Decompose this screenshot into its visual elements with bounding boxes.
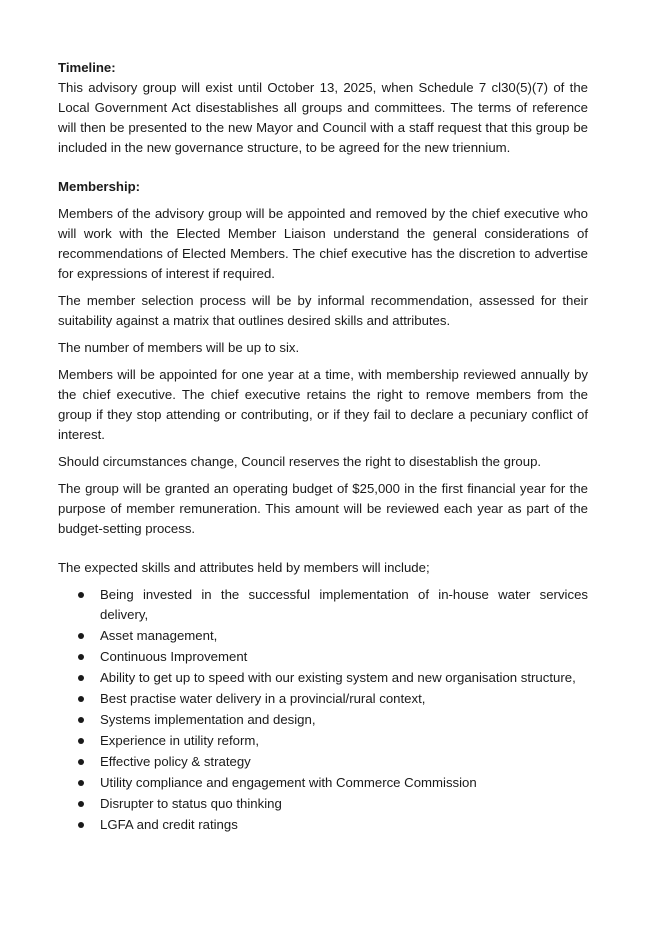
list-item-text: Ability to get up to speed with our existing system and new organisation structure, xyxy=(100,670,576,685)
list-item-text: Best practise water delivery in a provincial/rural context, xyxy=(100,691,426,706)
list-item xyxy=(58,626,588,646)
skills-intro: The expected skills and attributes held by members will include; xyxy=(58,560,430,575)
list-item-text: LGFA and credit ratings xyxy=(100,817,238,832)
bullet-icon xyxy=(78,654,84,660)
spacer xyxy=(58,284,588,291)
spacer xyxy=(58,158,588,177)
list-item xyxy=(58,773,588,793)
document-page xyxy=(58,58,588,836)
spacer xyxy=(58,331,588,338)
timeline-heading: Timeline: xyxy=(58,60,116,75)
list-item xyxy=(58,815,588,835)
spacer xyxy=(58,358,588,365)
list-item-text: Utility compliance and engagement with Commerce Commission xyxy=(100,775,477,790)
spacer xyxy=(58,445,588,452)
bullet-icon xyxy=(78,759,84,765)
bullet-icon xyxy=(78,717,84,723)
list-item-text: Asset management, xyxy=(100,628,218,643)
membership-paragraph: Members will be appointed for one year at a time, with membership reviewed annually by the chief executive. The chief executive retains the right to remove members from the group if they stop attending or contributing, or if they fail to declare a pecuniary conflict of interest. xyxy=(58,367,588,442)
list-item-text: Being invested in the successful implementation of in-house water services delivery, xyxy=(100,587,588,622)
list-item xyxy=(58,668,588,688)
spacer xyxy=(58,472,588,479)
list-item xyxy=(58,689,588,709)
list-item-text: Continuous Improvement xyxy=(100,649,248,664)
membership-paragraph: The member selection process will be by informal recommendation, assessed for their suitability against a matrix that outlines desired skills and attributes. xyxy=(58,293,588,328)
list-item-text: Experience in utility reform, xyxy=(100,733,260,748)
timeline-paragraph: This advisory group will exist until October 13, 2025, when Schedule 7 cl30(5)(7) of the Local Government Act disestablishes all groups and committees. The terms of reference will then be presented to the new Mayor and Council with a staff request that this group be included in the new governance structure, to be agreed for the new triennium. xyxy=(58,80,588,155)
bullet-icon xyxy=(78,822,84,828)
spacer xyxy=(58,539,588,558)
bullet-icon xyxy=(78,633,84,639)
membership-paragraph: The group will be granted an operating budget of $25,000 in the first financial year for the purpose of member remuneration. This amount will be reviewed each year as part of the budget-setting process. xyxy=(58,481,588,536)
list-item xyxy=(58,794,588,814)
bullet-icon xyxy=(78,592,84,598)
skills-list xyxy=(58,585,588,835)
list-item xyxy=(58,710,588,730)
membership-paragraph: Members of the advisory group will be appointed and removed by the chief executive who will work with the Elected Member Liaison understand the general considerations of recommendations of Elected Members. The chief executive has the discretion to advertise for expressions of interest if required. xyxy=(58,206,588,281)
membership-paragraph: The number of members will be up to six. xyxy=(58,340,300,355)
bullet-icon xyxy=(78,696,84,702)
list-item xyxy=(58,731,588,751)
list-item-text: Effective policy & strategy xyxy=(100,754,251,769)
list-item xyxy=(58,647,588,667)
list-item xyxy=(58,585,588,625)
list-item xyxy=(58,752,588,772)
bullet-icon xyxy=(78,801,84,807)
spacer xyxy=(58,197,588,204)
bullet-icon xyxy=(78,738,84,744)
bullet-icon xyxy=(78,675,84,681)
list-item-text: Systems implementation and design, xyxy=(100,712,316,727)
bullet-icon xyxy=(78,780,84,786)
list-item-text: Disrupter to status quo thinking xyxy=(100,796,282,811)
membership-paragraph: Should circumstances change, Council reserves the right to disestablish the group. xyxy=(58,454,542,469)
membership-heading: Membership: xyxy=(58,179,141,194)
spacer xyxy=(58,578,588,585)
